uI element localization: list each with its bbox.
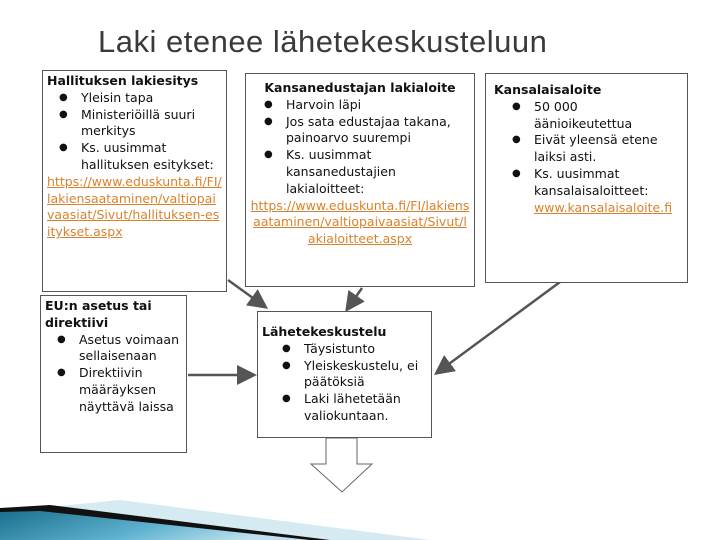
list-item: ● Yleisin tapa (81, 90, 222, 107)
list-item: ● Täysistunto (304, 341, 427, 358)
box-heading: Lähetekeskustelu (262, 324, 387, 339)
list-item: ● Eivät yleensä etene laiksi asti. (534, 132, 674, 166)
government-proposal-box (42, 70, 227, 292)
government-link[interactable]: https://www.eduskunta.fi/FI/lakiensaataminen/valtiopaivaasiat/Sivut/hallituksen-esitykset.aspx (47, 173, 222, 240)
list-item: ● Laki lähetetään valiokuntaan. (304, 391, 427, 425)
list-item: ● Direktiivin määräyksen näyttävä laissa (79, 365, 182, 415)
box-heading: EU:n asetus tai direktiivi (45, 298, 152, 330)
box-heading: Kansalaisaloite (494, 82, 602, 97)
list-item: ● Jos sata edustajaa takana, painoarvo suurempi (286, 114, 470, 148)
arrow-mp (348, 288, 362, 308)
list-item: ● Yleiskeskustelu, ei päätöksiä (304, 358, 427, 392)
down-arrow (311, 438, 372, 492)
eu-regulation-box (40, 295, 187, 453)
list-item: ● Ks. uusimmat hallituksen esitykset: (81, 140, 222, 174)
list-item: ● Asetus voimaan sellaisenaan (79, 332, 182, 366)
list-item: ● 50 000 äänioikeutettua (534, 99, 674, 133)
list-item: ● Ks. uusimmat kansanedustajien lakialoitteet: (286, 147, 470, 197)
referral-debate-box (257, 311, 432, 438)
list-item: ● Harvoin läpi (286, 97, 470, 114)
mp-link[interactable]: https://www.eduskunta.fi/FI/lakiensaataminen/valtiopaivaasiat/Sivut/lakialoitteet.aspx (250, 197, 470, 247)
box-heading: Hallituksen lakiesitys (47, 73, 199, 88)
slide-title: Laki etenee lähetekeskusteluun (98, 24, 548, 59)
box-heading: Kansanedustajan lakialoite (264, 80, 456, 95)
mp-initiative-box (245, 73, 475, 287)
citizen-link[interactable]: www.kansalaisaloite.fi (534, 199, 673, 215)
arrow-citizen (438, 282, 560, 372)
citizen-initiative-box (485, 73, 688, 283)
list-item: ● Ks. uusimmat kansalaisaloitteet: (534, 166, 674, 200)
list-item: ● Ministeriöillä suuri merkitys (81, 107, 222, 141)
